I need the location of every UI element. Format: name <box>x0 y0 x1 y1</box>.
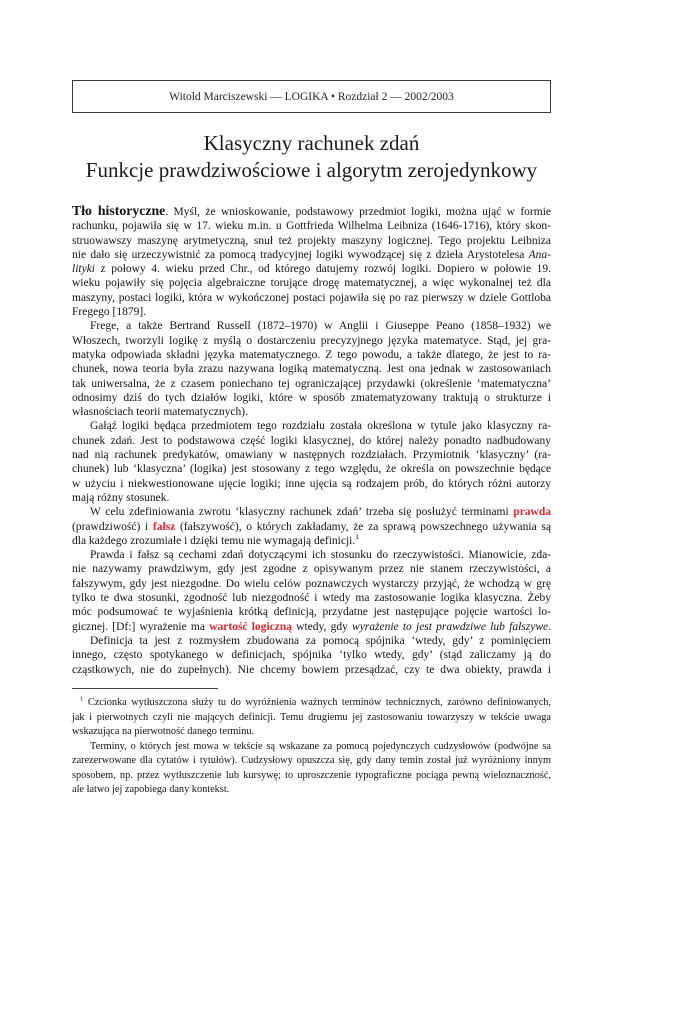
running-header-text: Witold Marciszewski — LOGIKA • Rozdział 2 — 2002/2003 <box>169 90 454 103</box>
text-run: tak uniwersalna, że z czasem poniechano tej ograniczającej przydawki (określenie ‘matematyczna’ <box>72 377 551 390</box>
paragraph <box>72 419 551 505</box>
text-run: odnosimy dziś do tych działów logiki, które w sposób zmatematyzowany traktują o strukturze i <box>72 391 551 404</box>
text-line <box>72 562 551 576</box>
text-run: sposobem, np. przez wytłuszczenie lub kursywę; to uproszczenie typograficzne pociąga pewną wieloznaczność, <box>72 769 551 781</box>
text-line <box>72 262 551 276</box>
text-run: chunek zdań. Jest to podstawowa część logiki klasycznej, do której należy ponadto nadbudowany <box>72 434 551 447</box>
text-run: fałszywym, gdy jest niezgodne. Do wielu celów poznawczych wystarczy przyjąć, że wchodzą w grę <box>72 577 551 590</box>
footnote-line <box>72 696 551 711</box>
text-line <box>72 419 551 433</box>
text-line <box>72 291 551 305</box>
paragraph <box>72 205 551 319</box>
term-highlight: fałsz <box>152 520 176 533</box>
text-line <box>72 362 551 376</box>
title-line-2: Funkcje prawdziwościowe i algorytm zerojedynkowy <box>85 158 538 182</box>
text-line <box>72 205 551 219</box>
text-run: Frege, a także Bertrand Russell (1872–1970) w Anglii i Giuseppe Peano (1858–1932) we <box>90 320 551 333</box>
text-line <box>72 534 551 548</box>
text-line <box>72 348 551 362</box>
text-run: jak i pierwotnych czyli nie mających definicji. Temu drugiemu jej zastosowaniu towarzyszy w tekście uwaga <box>72 711 551 723</box>
text-line <box>72 391 551 405</box>
footnote-line <box>72 754 551 769</box>
text-run: Definicja ta jest z rozmysłem zbudowana za pomocą spójnika ‘wtedy, gdy’ z pominięciem <box>90 634 551 647</box>
text-line <box>72 648 551 662</box>
text-run: z połowy 4. wieku przed Chr., od którego datujemy rozwój logiki. Dopiero w połowie 19. <box>95 263 551 276</box>
text-run: Czcionka wytłuszczona służy tu do wyróżnienia ważnych terminów technicznych, zarówno definiowanych, <box>83 697 551 708</box>
text-run: Prawda i fałsz są cechami zdań dotyczącymi ich stosunku do rzeczywistości. Mianowicie, zda- <box>90 549 551 562</box>
text-run: chunek, nowa teoria była zrazu nazywana logiką matematyczną. Jest ona jednak w zastosowaniach <box>72 363 551 376</box>
italic-emphasis: Ana- <box>528 248 551 261</box>
footnote-line <box>72 769 551 784</box>
text-line <box>72 305 551 319</box>
text-run: rachunku, pojawiła się w 17. wieku m.in. u Gottfrieda Wilhelma Leibniza (1646-1716), który skon- <box>72 220 551 233</box>
text-run: wtedy, gdy <box>291 620 353 633</box>
text-line <box>72 548 551 562</box>
text-line <box>72 620 551 634</box>
text-line <box>72 491 551 505</box>
footnote-reference: 1 <box>355 532 359 541</box>
text-run: matyka odpowiada składni języka matematycznego. Z tego powodu, a także dlatego, że jest to ra- <box>72 348 551 361</box>
text-run: Terminy, o których jest mowa w tekście są wskazane za pomocą pojedynczych cudzysłowów (podwójne sa <box>90 740 551 752</box>
text-run: Włoszech, tworzyli logikę z myślą o dostarczeniu precyzyjnego języka matematyce. Stąd, jej gra- <box>72 334 551 347</box>
text-run: W celu zdefiniowania zwrotu ‘klasyczny rachunek zdań’ trzeba się posłużyć terminami <box>90 506 514 519</box>
text-run: ale łatwo jej zapobiega dany kontekst. <box>72 784 230 795</box>
footnotes <box>72 696 551 798</box>
text-line <box>72 248 551 262</box>
text-run: móc podsumować te wyjaśnienia krótką definicją, przydatne jest następujące pojęcie wartości lo- <box>72 606 551 619</box>
text-run: tylko te dwa stosunki, zgodność lub niezgodność i wtedy ma zastosowanie logika klasyczna. Żeby <box>72 592 551 605</box>
paragraph <box>72 548 551 634</box>
page-title <box>60 130 563 184</box>
footnote-line <box>72 740 551 755</box>
text-line <box>72 434 551 448</box>
text-line <box>72 663 551 677</box>
text-run: (prawdziwość) i <box>72 520 153 533</box>
text-run: mają różny stosunek. <box>72 491 170 504</box>
body-text <box>72 205 551 677</box>
text-line <box>72 520 551 534</box>
text-run: wskazująca na pierwotność danego terminu. <box>72 726 255 737</box>
text-line <box>72 219 551 233</box>
text-run: maszyny, postaci logiki, która w wykończonej postaci pojawiła się po raz pierwszy w dziele Gottloba <box>72 291 551 304</box>
paragraph <box>72 319 551 419</box>
paragraph <box>72 696 551 740</box>
text-line <box>72 505 551 519</box>
text-run: . <box>548 620 551 633</box>
text-line <box>72 477 551 491</box>
text-line <box>72 605 551 619</box>
text-line <box>72 591 551 605</box>
paragraph <box>72 740 551 798</box>
footnote-line <box>72 711 551 726</box>
text-run: struowawszy maszynę arytmetyczną, snuł też projekty maszyny logicznej. Tego projektu Leibniza <box>72 234 551 247</box>
text-run: (fałszywość), o których zakładamy, że za sprawą powszechnego używania są <box>175 520 551 533</box>
term-highlight: wartość logiczną <box>209 620 292 633</box>
term-highlight: prawda <box>513 506 551 519</box>
text-run: w użyciu i niekwestionowane ujęcie logiki; inne ujęcia są rodzajem prób, do których różni autorzy <box>72 477 551 490</box>
text-line <box>72 334 551 348</box>
text-line <box>72 405 551 419</box>
footnote-line <box>72 783 551 798</box>
text-run: nie nazywamy prawdziwym, gdy jest zgodne z opisywanym przez nie stanem rzeczywistości, a <box>72 563 551 576</box>
text-run: . Myśl, że wnioskowanie, podstawowy przedmiot logiki, można ująć w formie <box>165 206 551 218</box>
text-run: cząstkowych, nie do zupełnych). Nie chcemy bowiem przesądzać, czy te dwa obiekty, prawda i <box>72 663 551 676</box>
text-line <box>72 276 551 290</box>
italic-emphasis: wyrażenie to jest prawdziwe lub fałszywe <box>352 620 549 633</box>
running-header <box>72 80 551 113</box>
text-line <box>72 634 551 648</box>
text-run: nad nią rachunek predykatów, omawiany w następnych rozdziałach. Przymiotnik ‘klasyczny’ (ra- <box>72 449 551 462</box>
section-heading: Tło historyczne <box>72 203 166 218</box>
text-line <box>72 234 551 248</box>
text-run: nie dało się urzeczywistnić za pomocą tradycyjnej logiki wywodzącej się z dzieła Arystotelesa <box>72 248 529 261</box>
text-run: gicznej. [Df:] wyrażenie ma <box>72 620 210 633</box>
text-line <box>72 377 551 391</box>
text-run: własnościach teorii matematycznych). <box>72 406 248 419</box>
text-line <box>72 462 551 476</box>
text-line <box>72 319 551 333</box>
text-line <box>72 448 551 462</box>
text-run: innego, często spotykanego w definicjach, spójnika ‘tylko wtedy, gdy’ (stąd zaliczamy ją do <box>72 649 551 662</box>
text-run: wieku pojawiły się pojęcia algebraiczne torujące drogę matematycznej, a więc wykonalnej też dla <box>72 277 551 290</box>
paragraph <box>72 634 551 677</box>
footnote-line <box>72 725 551 740</box>
text-run: Fregego [1879]. <box>72 306 147 319</box>
footnote-rule <box>72 688 218 689</box>
text-line <box>72 577 551 591</box>
italic-emphasis: lityki <box>72 263 95 276</box>
text-run: chunek) lub ‘klasyczna’ (logika) jest stosowany z tego względu, że określa on powszechnie będące <box>72 463 551 476</box>
text-run: Gałąź logiki będąca przedmiotem tego rozdziału została określona w tytule jako klasyczny ra- <box>90 420 551 433</box>
footnote-marker: 1 <box>80 695 84 703</box>
text-run: zarezerwowane dla cytatów i tytułów). Cudzysłowy opuszcza się, gdy dany temin został już wyróżniony innym <box>72 755 551 766</box>
title-line-1: Klasyczny rachunek zdań <box>203 131 420 155</box>
text-run: dla każdego zrozumiałe i dzięki temu nie wymagają definicji. <box>72 534 356 547</box>
paragraph <box>72 505 551 548</box>
